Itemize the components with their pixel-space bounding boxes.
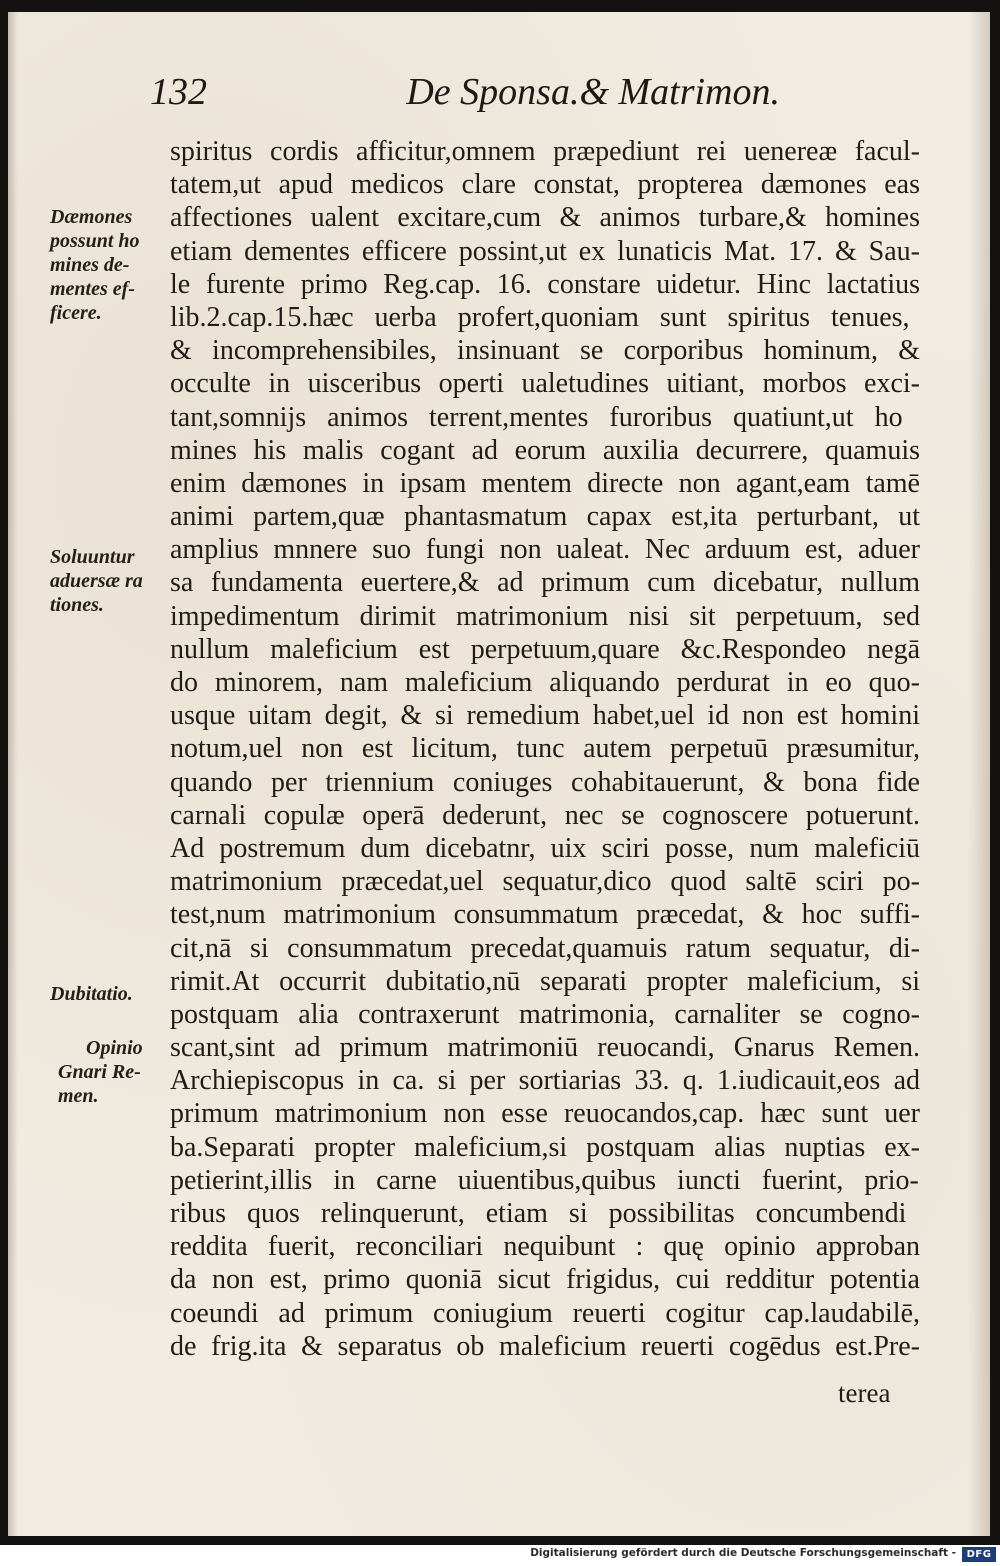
text-line: rimit.At occurrit dubitatio,nū separati propter maleficium, si — [170, 965, 920, 997]
text-line: do minorem, nam maleficium aliquando perdurat in eo quo- — [170, 667, 920, 698]
text-line: mines his malis cogant ad eorum auxilia decurrere, quamuis — [170, 434, 920, 466]
main-text-block — [170, 135, 930, 1363]
text-line: lib.2.cap.15.hæc uerba profert,quoniam sunt spiritus tenues, — [170, 301, 910, 333]
footer-credit: Digitalisierung gefördert durch die Deutsche Forschungsgemeinschaft - — [530, 1547, 956, 1559]
text-line: usque uitam degit, & si remedium habet,uel id non est homini — [170, 700, 920, 732]
text-line: test,num matrimonium consummatum præcedat, & hoc suffi- — [170, 899, 920, 931]
marginal-note-line: tiones. — [50, 594, 104, 616]
marginal-note-line: mines de- — [50, 254, 130, 276]
text-line: le furente primo Reg.cap. 16. constare uidetur. Hinc lactatius — [170, 268, 920, 300]
marginal-note — [58, 1036, 173, 1108]
dfg-logo: DFG — [962, 1547, 996, 1562]
text-line: sa fundamenta euertere,& ad primum cum dicebatur, nullum — [170, 567, 920, 599]
text-line: enim dæmones in ipsam mentem directe non agant,eam tamē — [170, 467, 920, 499]
text-line: spiritus cordis afficitur,omnem præpediunt rei uenereæ facul- — [170, 136, 920, 167]
marginal-note-line: men. — [58, 1085, 99, 1107]
text-line: nullum maleficium est perpetuum,quare &c.Respondeo negā — [170, 633, 920, 665]
text-line: de frig.ita & separatus ob maleficium reuerti cogēdus est.Pre- — [170, 1330, 920, 1362]
text-line: ribus quos relinquerunt, etiam si possibilitas concumbendi — [170, 1198, 907, 1229]
running-head — [150, 70, 780, 130]
text-line: postquam alia contraxerunt matrimonia, carnaliter se cogno- — [170, 998, 920, 1030]
marginal-note — [50, 982, 165, 1006]
text-line: cit,nā si consummatum precedat,quamuis ratum sequatur, di- — [170, 932, 920, 964]
catchword: terea — [838, 1378, 891, 1408]
marginal-note-line: Opinio — [86, 1037, 143, 1059]
text-line: da non est, primo quoniā sicut frigidus, cui redditur potentia — [170, 1264, 920, 1296]
text-line: tatem,ut apud medicos clare constat, propterea dæmones eas — [170, 169, 920, 201]
text-line: quando per triennium coniuges cohabitauerunt, & bona fide — [170, 766, 920, 798]
text-line: Archiepiscopus in ca. si per sortiarias 33. q. 1.iudicauit,eos ad — [170, 1065, 920, 1097]
text-line: matrimonium præcedat,uel sequatur,dico quod saltē sciri po- — [170, 866, 920, 898]
marginal-note — [50, 205, 165, 325]
footer-bar — [0, 1545, 1000, 1566]
text-line: petierint,illis in carne uiuentibus,quibus iuncti fuerint, prio- — [170, 1164, 919, 1196]
marginal-note-line: mentes ef- — [50, 278, 135, 300]
marginal-note-line: possunt ho — [50, 230, 140, 252]
page-gutter-shadow — [8, 12, 18, 1536]
page-edge-shadow — [968, 12, 990, 1536]
text-line: reddita fuerit, reconciliari nequibunt : quę opinio approban — [170, 1231, 920, 1263]
text-line: affectiones ualent excitare,cum & animos turbare,& homines — [170, 202, 920, 234]
marginal-note — [50, 545, 165, 617]
text-line: Ad postremum dum dicebatnr, uix sciri posse, num maleficiū — [170, 832, 920, 864]
marginal-note-line: Dæmones — [50, 206, 133, 228]
marginal-note-line: ficere. — [50, 302, 102, 324]
text-line: tant,somnijs animos terrent,mentes furoribus quatiunt,ut ho — [170, 401, 903, 433]
marginal-note-line: aduersæ ra — [50, 570, 143, 592]
text-line: etiam dementes efficere possint,ut ex lunaticis Mat. 17. & Sau- — [170, 235, 920, 267]
page-number: 132 — [150, 71, 207, 113]
text-line: coeundi ad primum coniugium reuerti cogitur cap.laudabilē, — [170, 1297, 920, 1329]
text-line: scant,sint ad primum matrimoniū reuocandi, Gnarus Remen. — [170, 1032, 920, 1064]
text-line: & incomprehensibiles, insinuant se corporibus hominum, & — [170, 335, 920, 367]
text-line: occulte in uisceribus operti ualetudines uitiant, morbos exci- — [170, 368, 920, 400]
text-line: animi partem,quæ phantasmatum capax est,ita perturbant, ut — [170, 501, 920, 533]
text-line: carnali copulæ operā dederunt, nec se cognoscere potuerunt. — [170, 799, 920, 831]
text-line: impedimentum dirimit matrimonium nisi sit perpetuum, sed — [170, 600, 920, 632]
marginal-note-line: Soluuntur — [50, 546, 135, 568]
marginal-note-line: Gnari Re- — [58, 1061, 141, 1083]
text-line: amplius mnnere suo fungi non ualeat. Nec arduum est, aduer — [170, 534, 920, 566]
running-title: De Sponsa.& Matrimon. — [406, 71, 780, 113]
marginal-note-line: Dubitatio. — [50, 983, 133, 1005]
text-line: ba.Separati propter maleficium,si postquam alias nuptias ex- — [170, 1131, 920, 1163]
text-line: notum,uel non est licitum, tunc autem perpetuū præsumitur, — [170, 733, 920, 765]
text-line: primum matrimonium non esse reuocandos,cap. hæc sunt uer — [170, 1098, 920, 1130]
